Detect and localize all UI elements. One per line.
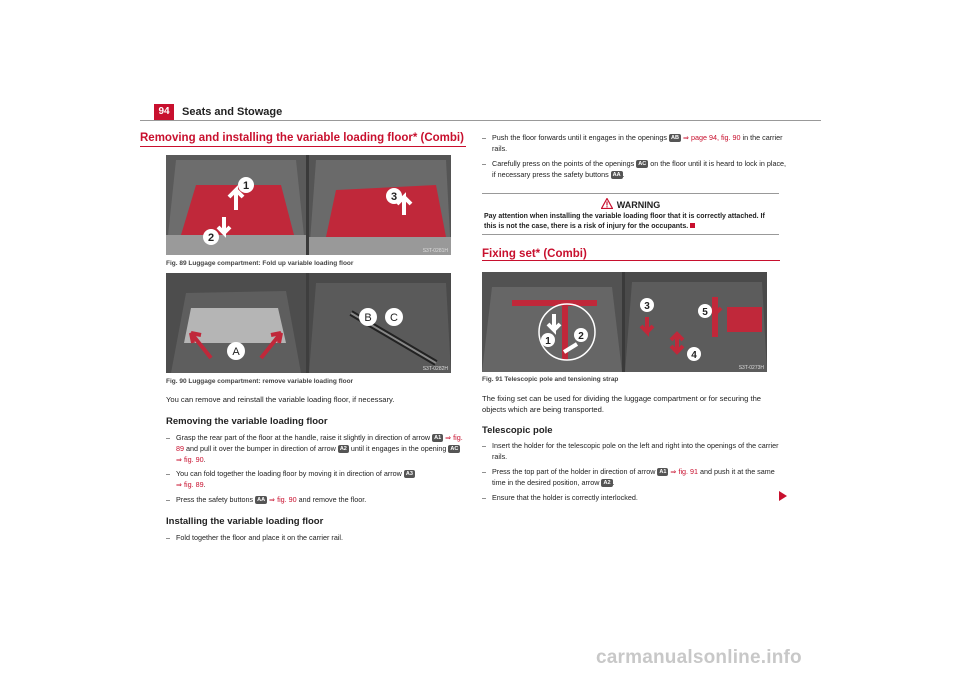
warning-box — [482, 193, 779, 235]
fig89-label-1: 1 — [242, 180, 250, 192]
intro-paragraph: You can remove and reinstall the variable loading floor, if necessary. — [166, 395, 395, 404]
figure-link[interactable]: ⇒ fig. 89 — [176, 480, 204, 489]
fig91-label-4: 4 — [691, 350, 697, 361]
removing-step-3: – Press the safety buttons AA ⇒ fig. 90 and remove the floor. — [166, 495, 367, 504]
running-header: Seats and Stowage — [182, 106, 283, 118]
heading-telescopic-pole: Telescopic pole — [482, 425, 553, 436]
fig91-label-3: 3 — [644, 301, 650, 312]
figure-link[interactable]: ⇒ fig. 91 — [668, 467, 699, 476]
installing-step-1: – Fold together the floor and place it on the carrier rail. — [166, 533, 344, 542]
ref-badge: A3 — [405, 471, 413, 477]
warning-title: WARNING — [482, 198, 779, 210]
removing-step-2: – You can fold together the loading floor by moving it in direction of arrow A3 ⇒ fig. 89. — [166, 469, 413, 489]
figure-89 — [166, 155, 451, 255]
installing-step-3: – Carefully press on the points of the openings AC on the floor until it is heard to lock in place, if necessary press the safety buttons AA . — [482, 159, 787, 179]
telescopic-step-1: – Insert the holder for the telescopic pole on the left and right into the openings of the carrier rails. — [482, 441, 779, 461]
section-rule — [140, 146, 466, 147]
figure-link[interactable]: ⇒ fig. 90 — [176, 455, 204, 464]
page-link[interactable]: ⇒ page 94, fig. 90 — [680, 133, 741, 142]
figure-91 — [482, 272, 767, 372]
fig90-label-C: C — [390, 312, 398, 324]
warning-text: Pay attention when installing the variable loading floor that it is correctly attached. If this is not the case, there is a risk of injury for the occupants. — [484, 213, 765, 230]
section-title-loading-floor: Removing and installing the variable loading floor* (Combi) — [140, 132, 464, 144]
watermark: carmanualsonline.info — [596, 647, 802, 668]
fig91-caption: Fig. 91 Telescopic pole and tensioning strap — [482, 376, 619, 383]
removing-step-1: – Grasp the rear part of the floor at the handle, raise it slightly in direction of arrow A1 ⇒ fig. 89 and pull it over the bumper in direction of arrow A2 until it engages in the opening AC ⇒ fig. 90. — [166, 433, 463, 464]
telescopic-step-2: – Press the top part of the holder in direction of arrow A1 ⇒ fig. 91 and push it at the same time in the desired position, arrow A2 . — [482, 467, 775, 487]
fig89-label-2: 2 — [207, 232, 215, 244]
figure-link[interactable]: ⇒ fig. 89 — [176, 433, 463, 453]
fig89-label-3: 3 — [390, 191, 398, 203]
heading-removing: Removing the variable loading floor — [166, 416, 328, 427]
ref-badge: A1 — [659, 469, 667, 475]
fig91-code: S3T-0273H — [738, 365, 764, 371]
ref-badge: AC — [450, 446, 459, 452]
installing-step-2: – Push the floor forwards until it engages in the openings AB ⇒ page 94, fig. 90 in the carrier rails. — [482, 133, 783, 153]
fig91-label-2: 2 — [578, 331, 584, 342]
ref-badge: AA — [257, 497, 266, 503]
ref-badge: A2 — [603, 480, 611, 486]
fig90-label-A: A — [232, 346, 240, 358]
fig90-code: S3T-0282H — [422, 366, 448, 372]
fig91-label-1: 1 — [545, 336, 551, 347]
figure-link[interactable]: ⇒ fig. 90 — [267, 495, 297, 504]
telescopic-step-3: – Ensure that the holder is correctly interlocked. — [482, 493, 638, 502]
header-rule — [140, 120, 821, 121]
ref-badge: A2 — [339, 446, 347, 452]
fig90-caption: Fig. 90 Luggage compartment: remove variable loading floor — [166, 378, 354, 385]
fig89-caption: Fig. 89 Luggage compartment: Fold up variable loading floor — [166, 260, 354, 267]
ref-badge: A1 — [434, 435, 442, 441]
ref-badge: AC — [638, 161, 647, 167]
section-title-fixing-set: Fixing set* (Combi) — [482, 248, 587, 260]
fig91-label-5: 5 — [702, 307, 708, 318]
ref-badge: AA — [612, 172, 621, 178]
continue-arrow-icon — [779, 491, 787, 501]
fig90-label-B: B — [364, 312, 372, 324]
end-marker-icon — [690, 223, 695, 228]
fixing-set-intro: The fixing set can be used for dividing the luggage compartment or for securing the objects which are being transported. — [482, 394, 762, 414]
ref-badge: AB — [671, 135, 679, 141]
heading-installing: Installing the variable loading floor — [166, 516, 324, 527]
warning-triangle-icon — [601, 198, 613, 209]
figure-90 — [166, 273, 451, 373]
fig89-code: S3T-0281H — [422, 248, 448, 254]
page-number: 94 — [154, 104, 174, 120]
section-rule — [482, 260, 780, 261]
